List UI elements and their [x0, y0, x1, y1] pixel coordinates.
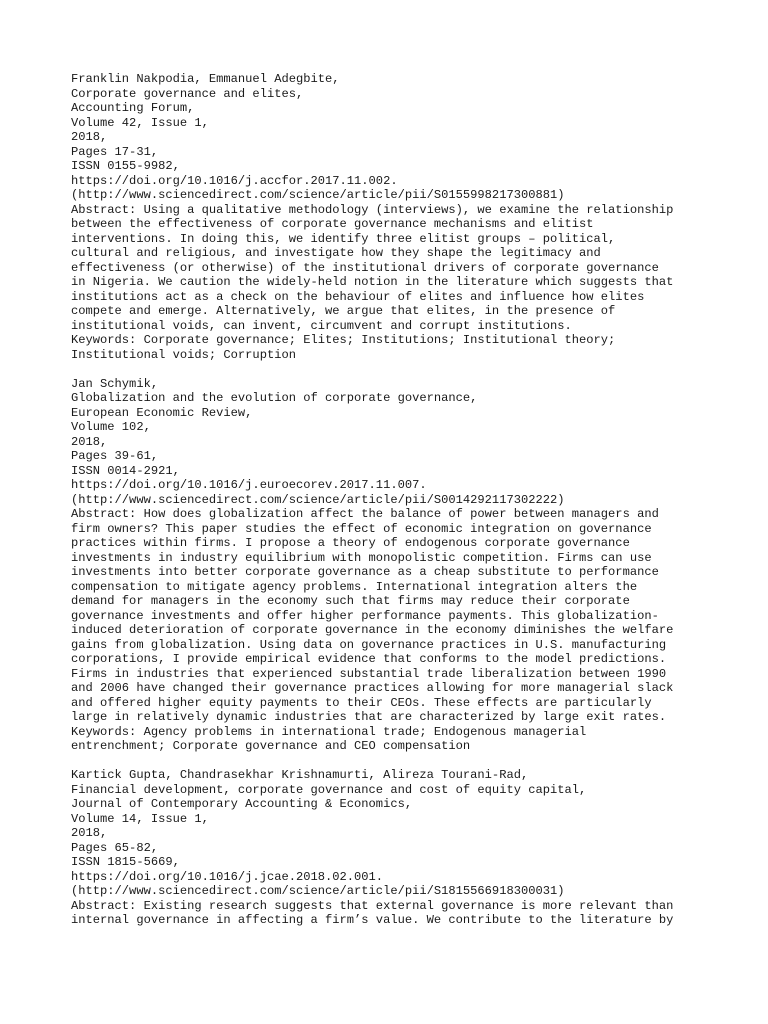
reference-line: Keywords: Corporate governance; Elites; Institutions; Institutional theory; — [71, 333, 616, 347]
reference-line: Keywords: Agency problems in international trade; Endogenous managerial — [71, 724, 587, 739]
reference-entry — [71, 377, 761, 754]
reference-line: and 2006 have changed their governance practices allowing for more managerial slack — [71, 681, 674, 695]
reference-line: Jan Schymik, — [71, 376, 159, 391]
reference-line: Volume 102, — [71, 420, 151, 434]
reference-line: Volume 42, Issue 1, — [71, 115, 209, 130]
reference-line: 2018, — [71, 130, 108, 144]
reference-line: 2018, — [71, 826, 108, 840]
reference-line: governance investments and offer higher performance payments. This globalization- — [71, 608, 659, 623]
reference-line: compensation to mitigate agency problems. International integration alters the — [71, 579, 638, 594]
reference-line: compete and emerge. Alternatively, we argue that elites, in the presence of — [71, 304, 616, 318]
reference-line: ISSN 0014-2921, — [71, 463, 180, 478]
reference-line: https://doi.org/10.1016/j.jcae.2018.02.001. — [71, 869, 384, 884]
reference-line: Firms in industries that experienced substantial trade liberalization between 1990 — [71, 666, 667, 681]
reference-line: 2018, — [71, 434, 108, 449]
reference-line: investments in industry equilibrium with monopolistic competition. Firms can use — [71, 550, 652, 565]
reference-line: investments into better corporate governance as a cheap substitute to performance — [71, 565, 659, 579]
reference-line: Abstract: How does globalization affect the balance of power between managers and — [71, 507, 659, 521]
reference-line: cultural and religious, and investigate how they shape the legitimacy and — [71, 246, 601, 260]
reference-line: Kartick Gupta, Chandrasekhar Krishnamurti, Alireza Tourani-Rad, — [71, 768, 529, 782]
reference-line: in Nigeria. We caution the widely-held notion in the literature which suggests that — [71, 275, 674, 289]
reference-line: practices within firms. I propose a theory of endogenous corporate governance — [71, 536, 630, 550]
reference-line: corporations, I provide empirical evidence that conforms to the model predictions. — [71, 652, 667, 666]
reference-line: European Economic Review, — [71, 405, 253, 420]
reference-line: firm owners? This paper studies the effect of economic integration on governance — [71, 521, 652, 536]
reference-line: Pages 65-82, — [71, 840, 159, 855]
reference-line: institutional voids, can invent, circumvent and corrupt institutions. — [71, 318, 572, 333]
reference-line: internal governance in affecting a firm’s value. We contribute to the literature by — [71, 913, 674, 927]
reference-entry — [71, 768, 761, 928]
reference-line: Pages 39-61, — [71, 449, 159, 463]
reference-line: and offered higher equity payments to their CEOs. These effects are particularly — [71, 695, 652, 710]
reference-line: induced deterioration of corporate governance in the economy diminishes the welfare — [71, 623, 674, 637]
reference-line: Globalization and the evolution of corporate governance, — [71, 391, 478, 405]
document-page — [71, 72, 761, 942]
reference-line: between the effectiveness of corporate governance mechanisms and elitist — [71, 217, 594, 231]
reference-line: Financial development, corporate governance and cost of equity capital, — [71, 782, 587, 797]
reference-line: interventions. In doing this, we identify three elitist groups – political, — [71, 231, 616, 246]
reference-line: demand for managers in the economy such that firms may reduce their corporate — [71, 594, 630, 608]
reference-line: Volume 14, Issue 1, — [71, 811, 209, 826]
reference-line: https://doi.org/10.1016/j.euroecorev.2017.11.007. — [71, 478, 427, 492]
reference-entry — [71, 72, 761, 362]
reference-line: (http://www.sciencedirect.com/science/article/pii/S0014292117302222) — [71, 492, 565, 507]
reference-line: Franklin Nakpodia, Emmanuel Adegbite, — [71, 72, 340, 86]
reference-line: effectiveness (or otherwise) of the institutional drivers of corporate governance — [71, 260, 659, 275]
reference-line: ISSN 1815-5669, — [71, 855, 180, 869]
reference-line: Pages 17-31, — [71, 144, 159, 159]
reference-line: Corporate governance and elites, — [71, 86, 304, 101]
reference-line: Accounting Forum, — [71, 101, 195, 115]
reference-line: entrenchment; Corporate governance and CEO compensation — [71, 739, 471, 753]
reference-line: gains from globalization. Using data on governance practices in U.S. manufacturing — [71, 637, 667, 652]
reference-line: ISSN 0155-9982, — [71, 159, 180, 173]
reference-line: large in relatively dynamic industries that are characterized by large exit rates. — [71, 710, 667, 724]
reference-line: (http://www.sciencedirect.com/science/article/pii/S0155998217300881) — [71, 188, 565, 202]
reference-line: (http://www.sciencedirect.com/science/article/pii/S1815566918300031) — [71, 884, 565, 898]
reference-line: https://doi.org/10.1016/j.accfor.2017.11.002. — [71, 173, 398, 188]
reference-line: institutions act as a check on the behaviour of elites and influence how elites — [71, 289, 645, 304]
reference-line: Journal of Contemporary Accounting & Economics, — [71, 797, 413, 811]
reference-line: Abstract: Existing research suggests that external governance is more relevant than — [71, 898, 674, 913]
reference-line: Institutional voids; Corruption — [71, 347, 296, 362]
reference-line: Abstract: Using a qualitative methodology (interviews), we examine the relationship — [71, 202, 674, 217]
